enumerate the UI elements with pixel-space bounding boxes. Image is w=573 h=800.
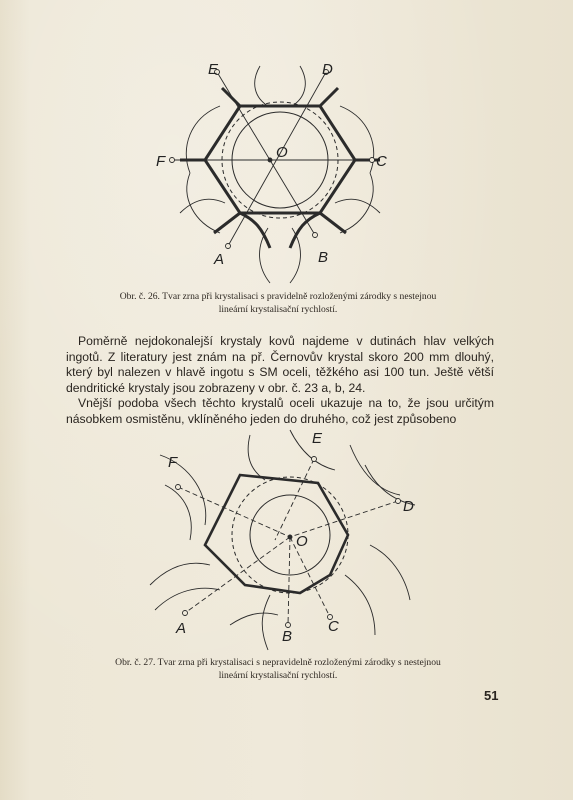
fig26-label-b: B <box>318 249 329 266</box>
figure-26-caption-line1: Obr. č. 26. Tvar zrna při krystalisaci s pravidelně rozloženými zárodky s nestejnou <box>119 291 437 302</box>
fig27-label-d: D <box>403 498 414 515</box>
figure-26-svg <box>150 48 410 288</box>
fig26-label-e: E <box>208 61 219 78</box>
fig27-label-b: B <box>282 628 293 645</box>
fig26-label-o: O <box>276 144 288 161</box>
figure-27-caption-line2: lineární krystalisační rychlostí. <box>218 670 338 681</box>
figure-26-caption <box>58 290 498 316</box>
fig27-label-e: E <box>312 430 323 447</box>
fig26-label-a: A <box>214 251 225 268</box>
fig26-label-d: D <box>322 61 333 78</box>
fig27-label-c: C <box>328 618 339 635</box>
figure-26-hexagonal-grain-diagram <box>150 48 410 288</box>
fig26-label-f: F <box>156 153 166 170</box>
figure-27-svg <box>150 425 430 655</box>
fig27-label-f: F <box>168 454 178 471</box>
page-number: 51 <box>484 688 499 703</box>
fig26-label-c: C <box>376 153 387 170</box>
figure-27-caption <box>58 656 498 682</box>
fig27-label-o: O <box>296 533 308 550</box>
figure-26-caption-line2: lineární krystalisační rychlostí. <box>218 304 338 315</box>
figure-27-caption-line1: Obr. č. 27. Tvar zrna při krystalisaci s nepravidelně rozloženými zárodky s nestejnou <box>115 657 441 668</box>
figure-27-irregular-grain-diagram <box>150 425 430 655</box>
paragraph-2: Vnější podoba všech těchto krystalů oceli ukazuje na to, že jsou určitým násobkem osmistěnu, vklíněného jeden do druhého, což jest způsobeno <box>66 396 494 426</box>
fig27-label-a: A <box>176 620 187 637</box>
paragraph-1: Poměrně nejdokonalejší krystaly kovů najdeme v dutinách hlav velkých ingotů. Z literatury jest znám na př. Černovův krystal skoro 200 mm dlouhý, který byl nalezen v hlavě ingotu s SM oceli, těžkého asi 100 tun. Ještě větší dendritické krystaly jsou zobrazeny v obr. č. 23 a, b, 24. <box>66 334 494 395</box>
body-text <box>66 334 494 428</box>
